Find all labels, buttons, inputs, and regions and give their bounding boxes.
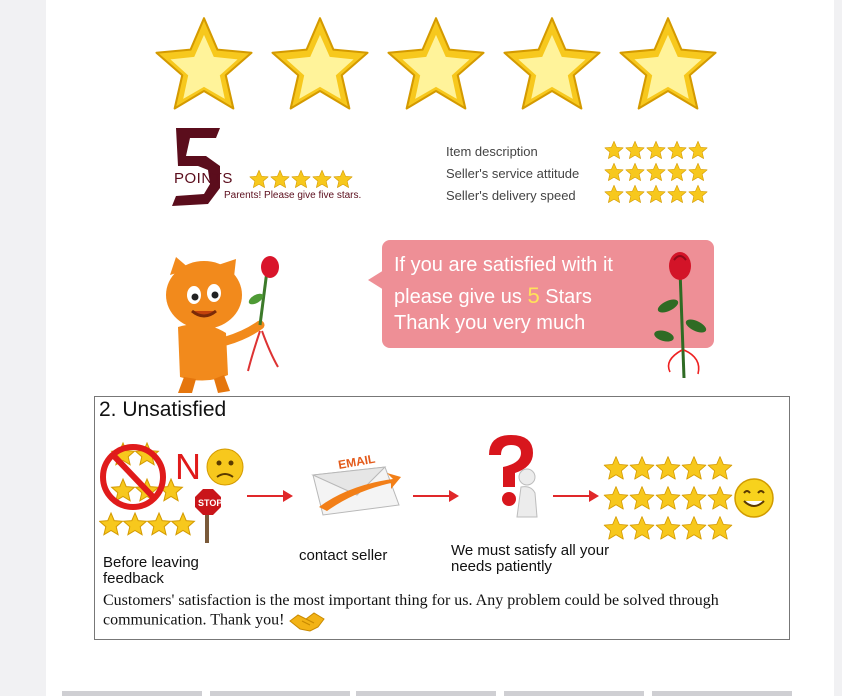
star-icon — [655, 455, 681, 481]
content-panel — [46, 0, 834, 696]
star-icon — [688, 162, 708, 182]
star-icon — [629, 515, 655, 541]
star-icon — [124, 513, 147, 535]
email-envelope-icon — [309, 445, 403, 519]
handshake-icon — [288, 609, 326, 633]
star-icon — [616, 12, 720, 116]
bubble-line-2-end: Stars — [545, 286, 592, 308]
step-caption-satisfy-needs: We must satisfy all your needs patiently — [451, 542, 610, 575]
star-icon — [270, 169, 290, 189]
rose-icon — [650, 250, 710, 380]
star-icon — [625, 184, 645, 204]
no-text: N — [175, 446, 201, 487]
rating-stars-delivery-speed — [604, 184, 709, 209]
bubble-line-3: Thank you very much — [394, 312, 586, 334]
star-icon — [500, 12, 604, 116]
arrow-right-icon — [247, 489, 293, 503]
fifteen-star-grid — [603, 455, 735, 541]
star-icon — [152, 12, 256, 116]
unsatisfied-title: 2. Unsatisfied — [99, 398, 227, 421]
star-icon — [688, 184, 708, 204]
rating-label: Seller's service attitude — [446, 166, 580, 181]
star-icon — [646, 162, 666, 182]
star-icon — [681, 515, 707, 541]
five-points-logo — [168, 126, 226, 208]
star-icon — [291, 169, 311, 189]
no-stars-stop-icon — [99, 439, 249, 545]
star-icon — [667, 140, 687, 160]
star-icon — [603, 455, 629, 481]
star-icon — [268, 12, 372, 116]
rating-row-delivery-speed — [446, 188, 576, 203]
star-icon — [688, 140, 708, 160]
star-icon — [629, 455, 655, 481]
star-icon — [604, 140, 624, 160]
bubble-line-2 — [394, 283, 592, 309]
star-icon — [667, 184, 687, 204]
orange-mascot-icon — [156, 255, 286, 395]
points-subtitle: Parents! Please give five stars. — [224, 190, 362, 201]
stop-text: STOP — [198, 498, 223, 508]
rating-row-item-description — [446, 144, 538, 159]
satisfaction-note-text: Customers' satisfaction is the most important thing for us. Any problem could be solved through communication. Thank you! — [103, 592, 719, 629]
star-icon — [707, 485, 733, 511]
bubble-line-2-start: please give us — [394, 286, 522, 308]
bottom-tab[interactable] — [356, 691, 496, 696]
bubble-tail — [368, 270, 384, 290]
five-star-rating-banner — [152, 12, 732, 116]
satisfaction-note — [103, 593, 773, 633]
star-icon — [646, 184, 666, 204]
star-icon — [625, 162, 645, 182]
star-icon — [603, 515, 629, 541]
step-caption-contact-seller: contact seller — [299, 547, 388, 564]
star-icon — [707, 515, 733, 541]
rating-row-service-attitude — [446, 166, 579, 181]
star-icon — [681, 485, 707, 511]
bottom-tab[interactable] — [62, 691, 202, 696]
star-icon — [667, 162, 687, 182]
bottom-tab[interactable] — [504, 691, 644, 696]
rating-label: Item description — [446, 144, 538, 159]
bubble-five: 5 — [527, 283, 540, 308]
bottom-tab[interactable] — [210, 691, 350, 696]
rating-label: Seller's delivery speed — [446, 188, 576, 203]
smiley-face-icon — [733, 477, 775, 519]
star-icon — [681, 455, 707, 481]
star-icon — [333, 169, 353, 189]
points-label: POINTS — [174, 170, 233, 187]
star-icon — [625, 140, 645, 160]
star-icon — [655, 485, 681, 511]
question-mark-person-icon — [475, 433, 549, 519]
star-icon — [249, 169, 269, 189]
star-icon — [629, 485, 655, 511]
star-icon — [707, 455, 733, 481]
star-icon — [655, 515, 681, 541]
arrow-right-icon — [413, 489, 459, 503]
star-icon — [646, 140, 666, 160]
star-icon — [100, 513, 123, 535]
step-caption-before-feedback: Before leaving feedback — [103, 554, 199, 587]
star-icon — [172, 513, 195, 535]
star-icon — [604, 162, 624, 182]
unsatisfied-section — [94, 396, 790, 640]
star-icon — [148, 513, 171, 535]
star-icon — [384, 12, 488, 116]
arrow-right-icon — [553, 489, 599, 503]
bottom-tab[interactable] — [652, 691, 792, 696]
bubble-line-1: If you are satisfied with it — [394, 254, 613, 276]
star-icon — [604, 184, 624, 204]
star-icon — [312, 169, 332, 189]
email-text: EMAIL — [337, 451, 377, 472]
star-icon — [603, 485, 629, 511]
